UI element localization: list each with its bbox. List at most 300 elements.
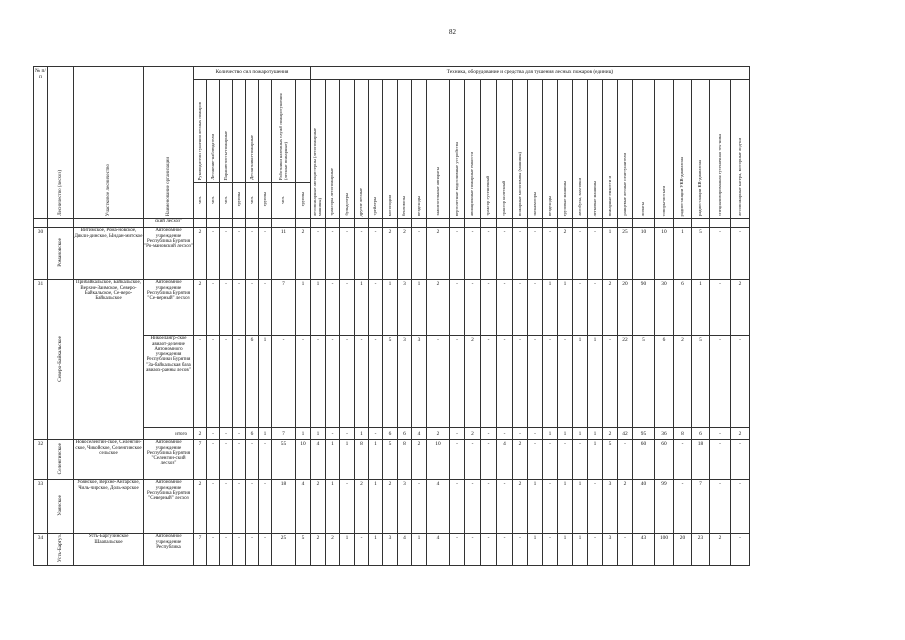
- value-cell: -: [369, 228, 383, 280]
- row-number: 32: [34, 440, 48, 480]
- value-cell: -: [194, 336, 207, 428]
- value-cell: -: [558, 440, 573, 480]
- value-cell: 1: [573, 534, 588, 566]
- value-cell: -: [481, 534, 497, 566]
- value-cell: 6: [246, 428, 259, 440]
- row-number: 33: [34, 480, 48, 534]
- value-cell: 1: [528, 534, 543, 566]
- value-cell: -: [731, 480, 750, 534]
- value-cell: -: [588, 228, 603, 280]
- value-cell: 2: [513, 480, 528, 534]
- value-cell: 1: [573, 480, 588, 534]
- value-cell: -: [427, 336, 450, 428]
- org-name: итого: [144, 428, 194, 440]
- equipment-col-header: тракторы лесопожарные: [326, 80, 340, 219]
- value-cell: 20: [674, 534, 692, 566]
- value-cell: 1: [296, 428, 311, 440]
- table-row: [34, 440, 750, 480]
- value-cell: 8: [355, 440, 369, 480]
- forestry-name: Усть-Баргуз.: [48, 534, 74, 566]
- value-cell: 1: [558, 480, 573, 534]
- value-cell: 4: [427, 480, 450, 534]
- value-cell: 1: [369, 480, 383, 534]
- org-cell: ский лесхоз": [144, 219, 194, 228]
- value-cell: 2: [194, 228, 207, 280]
- value-cell: -: [450, 428, 465, 440]
- equipment-col-header: авиационные пожарные емкости: [465, 80, 481, 219]
- value-cell: 4: [412, 428, 427, 440]
- value-cell: 1: [355, 428, 369, 440]
- value-cell: 42: [618, 428, 633, 440]
- value-cell: 2: [427, 280, 450, 336]
- value-cell: -: [497, 480, 513, 534]
- value-cell: -: [246, 480, 259, 534]
- value-cell: -: [450, 480, 465, 534]
- value-cell: 3: [603, 534, 618, 566]
- district-name: Уоянское, Верхне-Ангарское, Чиль-чирское, Доль-корское: [74, 480, 144, 534]
- value-cell: -: [355, 336, 369, 428]
- value-cell: -: [588, 480, 603, 534]
- unit-label: чел.: [272, 183, 296, 219]
- value-cell: 3: [383, 534, 398, 566]
- equipment-col-header: радиостанции КВ-диапазона: [692, 80, 710, 219]
- equipment-col-header: ранцевые лесные огнетушители: [618, 80, 633, 219]
- value-cell: 5: [383, 336, 398, 428]
- value-cell: -: [558, 336, 573, 428]
- value-cell: 2: [194, 480, 207, 534]
- value-cell: 2: [731, 280, 750, 336]
- value-cell: -: [369, 428, 383, 440]
- district-name: Усть-Баргузинское Шаапальское: [74, 534, 144, 566]
- row-number: 34: [34, 534, 48, 566]
- value-cell: -: [340, 228, 355, 280]
- value-cell: 10: [655, 228, 674, 280]
- value-cell: 6: [655, 336, 674, 428]
- value-cell: 7: [194, 534, 207, 566]
- value-cell: -: [340, 480, 355, 534]
- value-cell: 5: [603, 440, 618, 480]
- equipment-col-header: легковые машины: [588, 80, 603, 219]
- value-cell: 90: [633, 280, 655, 336]
- value-cell: -: [207, 228, 220, 280]
- value-cell: -: [465, 534, 481, 566]
- value-cell: -: [528, 428, 543, 440]
- col-header-org: Наименование организации: [144, 67, 194, 219]
- value-cell: -: [710, 228, 731, 280]
- value-cell: -: [618, 534, 633, 566]
- value-cell: 1: [588, 336, 603, 428]
- value-cell: -: [450, 336, 465, 428]
- value-cell: 2: [326, 534, 340, 566]
- value-cell: -: [412, 480, 427, 534]
- value-cell: 95: [633, 428, 655, 440]
- page-number: 82: [449, 28, 456, 36]
- value-cell: 6: [383, 428, 398, 440]
- value-cell: 4: [311, 440, 326, 480]
- value-cell: -: [731, 228, 750, 280]
- org-name: Автономное учреждение Республика Бурятия "Се-верный" лесхоз: [144, 280, 194, 336]
- forestry-name: Селенгинское: [48, 440, 74, 480]
- district-name: Витимское, Рома-новское, Дякли-динское, Ындан-митское: [74, 228, 144, 280]
- value-cell: 2: [558, 228, 573, 280]
- col-header-district: Участковое лесничество: [74, 67, 144, 219]
- value-cell: 3: [398, 280, 412, 336]
- value-cell: -: [246, 534, 259, 566]
- value-cell: 2: [311, 534, 326, 566]
- value-cell: 5: [383, 440, 398, 480]
- table-row: [34, 280, 750, 336]
- forces-col-header: Лесничие-наблюдатели: [207, 80, 220, 183]
- value-cell: -: [513, 534, 528, 566]
- value-cell: -: [233, 428, 246, 440]
- value-cell: -: [220, 534, 233, 566]
- equipment-col-header: грузовые машины: [558, 80, 573, 219]
- value-cell: -: [465, 228, 481, 280]
- value-cell: 5: [692, 336, 710, 428]
- unit-label: чел.: [246, 183, 259, 219]
- value-cell: 30: [655, 280, 674, 336]
- unit-label: чел.: [194, 183, 207, 219]
- value-cell: -: [481, 440, 497, 480]
- value-cell: 8: [674, 428, 692, 440]
- value-cell: -: [450, 534, 465, 566]
- value-cell: -: [731, 534, 750, 566]
- equipment-col-header: автобусы, вахтовки: [573, 80, 588, 219]
- value-cell: -: [528, 336, 543, 428]
- value-cell: 1: [588, 440, 603, 480]
- value-cell: -: [272, 336, 296, 428]
- value-cell: -: [207, 440, 220, 480]
- value-cell: 1: [311, 428, 326, 440]
- unit-label: чел.: [220, 183, 233, 219]
- value-cell: -: [543, 228, 558, 280]
- value-cell: -: [543, 480, 558, 534]
- value-cell: -: [674, 480, 692, 534]
- district-name: Новоселенгин-ское, Селенгин-ское, Чикойское, Селенгинское сельское: [74, 440, 144, 480]
- value-cell: -: [207, 428, 220, 440]
- value-cell: -: [233, 440, 246, 480]
- value-cell: -: [340, 280, 355, 336]
- equipment-col-header: мотоподии: [383, 80, 398, 219]
- value-cell: 1: [326, 440, 340, 480]
- value-cell: -: [543, 534, 558, 566]
- value-cell: 2: [412, 440, 427, 480]
- value-cell: -: [220, 280, 233, 336]
- value-cell: 2: [355, 480, 369, 534]
- equipment-col-header: трактор гусеничный: [481, 80, 497, 219]
- value-cell: 36: [655, 428, 674, 440]
- forestry-name: Уоянское: [48, 480, 74, 534]
- value-cell: 43: [633, 534, 655, 566]
- value-cell: 11: [272, 228, 296, 280]
- fire-forces-table: [33, 66, 750, 566]
- value-cell: 7: [194, 440, 207, 480]
- value-cell: -: [233, 534, 246, 566]
- value-cell: 1: [369, 534, 383, 566]
- value-cell: -: [710, 280, 731, 336]
- value-cell: 2: [296, 228, 311, 280]
- equipment-col-header: пожарные емкости и: [603, 80, 618, 219]
- value-cell: -: [450, 228, 465, 280]
- value-cell: -: [528, 228, 543, 280]
- value-cell: 2: [674, 336, 692, 428]
- value-cell: -: [731, 440, 750, 480]
- district-name: Прибайкальское, Байкальское, Верхне-Заимское, Северо-Байкальское, Се-веро-Байкальское: [74, 280, 144, 440]
- value-cell: 4: [497, 440, 513, 480]
- value-cell: -: [296, 336, 311, 428]
- value-cell: 3: [412, 336, 427, 428]
- value-cell: -: [481, 336, 497, 428]
- value-cell: -: [481, 428, 497, 440]
- col-header-forestry: Лесничество (лесхоз): [48, 67, 74, 219]
- value-cell: -: [311, 228, 326, 280]
- unit-label: чел.: [207, 183, 220, 219]
- forces-col-header: Десантники-пожарные: [246, 80, 259, 183]
- value-cell: -: [220, 428, 233, 440]
- forces-col-header: [259, 80, 272, 183]
- value-cell: 2: [427, 228, 450, 280]
- value-cell: 2: [513, 440, 528, 480]
- equipment-col-header: бульдозеры: [340, 80, 355, 219]
- value-cell: -: [355, 534, 369, 566]
- value-cell: -: [207, 336, 220, 428]
- forces-col-header: Работники наземных служб пожаротушения (лесные пожарные): [272, 80, 296, 183]
- value-cell: 2: [194, 428, 207, 440]
- value-cell: 18: [692, 440, 710, 480]
- value-cell: 25: [272, 534, 296, 566]
- value-cell: 3: [398, 336, 412, 428]
- value-cell: 4: [296, 480, 311, 534]
- value-cell: -: [207, 480, 220, 534]
- value-cell: 1: [603, 228, 618, 280]
- value-cell: 2: [465, 336, 481, 428]
- value-cell: -: [588, 534, 603, 566]
- equipment-col-header: другие лесные: [355, 80, 369, 219]
- value-cell: 100: [655, 534, 674, 566]
- equipment-col-header: пожарные мотопомпы (машины): [513, 80, 528, 219]
- forces-col-header: Руководители тушения лесных пожаров: [194, 80, 207, 183]
- equipment-col-header: топоры-мотыги: [655, 80, 674, 219]
- continuation-row: [34, 219, 750, 228]
- value-cell: -: [465, 280, 481, 336]
- value-cell: 40: [633, 480, 655, 534]
- value-cell: 1: [573, 428, 588, 440]
- value-cell: -: [340, 428, 355, 440]
- org-name: Автономное учреждение Республика Бурятия "Ро-мановский лесхоз": [144, 228, 194, 280]
- value-cell: -: [481, 480, 497, 534]
- value-cell: 1: [543, 280, 558, 336]
- value-cell: -: [207, 280, 220, 336]
- value-cell: 1: [543, 428, 558, 440]
- row-number: 31: [34, 280, 48, 440]
- value-cell: -: [311, 336, 326, 428]
- value-cell: -: [513, 428, 528, 440]
- value-cell: -: [573, 440, 588, 480]
- value-cell: -: [326, 280, 340, 336]
- value-cell: 1: [558, 280, 573, 336]
- header-row-1: [34, 67, 750, 80]
- forestry-name: Романовское: [48, 228, 74, 280]
- value-cell: -: [543, 440, 558, 480]
- value-cell: -: [618, 440, 633, 480]
- value-cell: -: [340, 336, 355, 428]
- value-cell: 20: [618, 280, 633, 336]
- equipment-col-header: лопаты: [633, 80, 655, 219]
- value-cell: -: [710, 428, 731, 440]
- value-cell: -: [497, 428, 513, 440]
- unit-label: группы: [296, 183, 311, 219]
- value-cell: -: [326, 336, 340, 428]
- value-cell: -: [450, 280, 465, 336]
- equipment-col-header: лесопожарные автоцистерны (лесопожарные машины): [311, 80, 326, 219]
- value-cell: -: [233, 228, 246, 280]
- value-cell: -: [497, 336, 513, 428]
- value-cell: 60: [655, 440, 674, 480]
- table-row: [34, 534, 750, 566]
- value-cell: 2: [383, 228, 398, 280]
- value-cell: 25: [618, 228, 633, 280]
- value-cell: 6: [246, 336, 259, 428]
- value-cell: -: [207, 534, 220, 566]
- value-cell: -: [259, 440, 272, 480]
- value-cell: -: [233, 336, 246, 428]
- value-cell: -: [220, 480, 233, 534]
- value-cell: -: [674, 440, 692, 480]
- value-cell: 2: [311, 480, 326, 534]
- value-cell: 1: [296, 280, 311, 336]
- value-cell: -: [528, 280, 543, 336]
- value-cell: 1: [674, 228, 692, 280]
- value-cell: 1: [383, 280, 398, 336]
- value-cell: -: [497, 228, 513, 280]
- value-cell: -: [573, 228, 588, 280]
- value-cell: 3: [398, 480, 412, 534]
- value-cell: -: [588, 280, 603, 336]
- value-cell: 2: [194, 280, 207, 336]
- org-name: Никоелангр-ское авиаот-деление Автономного учреждения Республики Бурятия "За-байкальская база авиаох-ранны лесов": [144, 336, 194, 428]
- forces-col-header: [233, 80, 246, 183]
- value-cell: -: [543, 336, 558, 428]
- value-cell: -: [481, 280, 497, 336]
- value-cell: -: [259, 480, 272, 534]
- value-cell: 1: [340, 534, 355, 566]
- value-cell: -: [465, 440, 481, 480]
- value-cell: 2: [618, 480, 633, 534]
- value-cell: 4: [427, 534, 450, 566]
- value-cell: -: [513, 228, 528, 280]
- value-cell: 5: [633, 336, 655, 428]
- value-cell: 1: [412, 280, 427, 336]
- value-cell: -: [355, 228, 369, 280]
- col-header-no: № п/п: [34, 67, 48, 219]
- equipment-col-header: экскаваторы: [528, 80, 543, 219]
- equipment-group-header: Техника, оборудование и средства для тушения лесных пожаров (единиц): [311, 67, 750, 80]
- equipment-col-header: вездеходы: [412, 80, 427, 219]
- value-cell: -: [233, 480, 246, 534]
- value-cell: 7: [272, 280, 296, 336]
- value-cell: 1: [355, 280, 369, 336]
- value-cell: 99: [655, 480, 674, 534]
- value-cell: 1: [558, 428, 573, 440]
- value-cell: -: [412, 228, 427, 280]
- table-row: [34, 480, 750, 534]
- value-cell: 1: [692, 280, 710, 336]
- value-cell: 10: [633, 228, 655, 280]
- value-cell: 2: [603, 280, 618, 336]
- value-cell: 22: [618, 336, 633, 428]
- value-cell: 2: [427, 428, 450, 440]
- value-cell: 2: [731, 428, 750, 440]
- value-cell: -: [233, 280, 246, 336]
- org-name: Автономное учреждение Республика Бурятия "Северный" лесхоз: [144, 480, 194, 534]
- value-cell: 1: [340, 440, 355, 480]
- value-cell: 10: [427, 440, 450, 480]
- value-cell: 1: [412, 534, 427, 566]
- value-cell: 6: [692, 428, 710, 440]
- value-cell: -: [513, 280, 528, 336]
- value-cell: 3: [603, 480, 618, 534]
- value-cell: -: [259, 228, 272, 280]
- value-cell: -: [326, 428, 340, 440]
- value-cell: 5: [692, 228, 710, 280]
- value-cell: -: [246, 280, 259, 336]
- org-name: Автономное учреждение Республика: [144, 534, 194, 566]
- forces-col-header: Парашютисты-пожарные: [220, 80, 233, 183]
- value-cell: 1: [311, 280, 326, 336]
- value-cell: -: [220, 440, 233, 480]
- value-cell: 6: [674, 280, 692, 336]
- value-cell: -: [710, 336, 731, 428]
- equipment-col-header: вездеходы: [543, 80, 558, 219]
- forces-group-header: Количество сил пожаротушения: [194, 67, 311, 80]
- value-cell: -: [465, 480, 481, 534]
- row-number: 30: [34, 228, 48, 280]
- unit-label: группы: [259, 183, 272, 219]
- value-cell: -: [220, 336, 233, 428]
- value-cell: 1: [528, 480, 543, 534]
- value-cell: 4: [398, 534, 412, 566]
- value-cell: 55: [272, 440, 296, 480]
- value-cell: 2: [398, 228, 412, 280]
- value-cell: -: [528, 440, 543, 480]
- value-cell: -: [603, 336, 618, 428]
- value-cell: -: [246, 228, 259, 280]
- equipment-col-header: трейлеры: [369, 80, 383, 219]
- value-cell: -: [369, 280, 383, 336]
- value-cell: 5: [296, 534, 311, 566]
- value-cell: -: [246, 440, 259, 480]
- equipment-col-header: трактор колесный: [497, 80, 513, 219]
- table-row: [34, 228, 750, 280]
- forces-col-header: [296, 80, 311, 183]
- value-cell: 8: [398, 440, 412, 480]
- value-cell: 1: [369, 440, 383, 480]
- equipment-col-header: вертолетные водосливные устройства: [450, 80, 465, 219]
- equipment-col-header: специализированная гусеничная тех-ника: [710, 80, 731, 219]
- value-cell: 1: [326, 480, 340, 534]
- value-cell: -: [731, 336, 750, 428]
- unit-label: группы: [233, 183, 246, 219]
- value-cell: 2: [710, 534, 731, 566]
- value-cell: 7: [272, 428, 296, 440]
- value-cell: 6: [398, 428, 412, 440]
- value-cell: 2: [465, 428, 481, 440]
- value-cell: -: [497, 534, 513, 566]
- value-cell: -: [513, 336, 528, 428]
- value-cell: 1: [259, 428, 272, 440]
- value-cell: 2: [603, 428, 618, 440]
- value-cell: -: [259, 534, 272, 566]
